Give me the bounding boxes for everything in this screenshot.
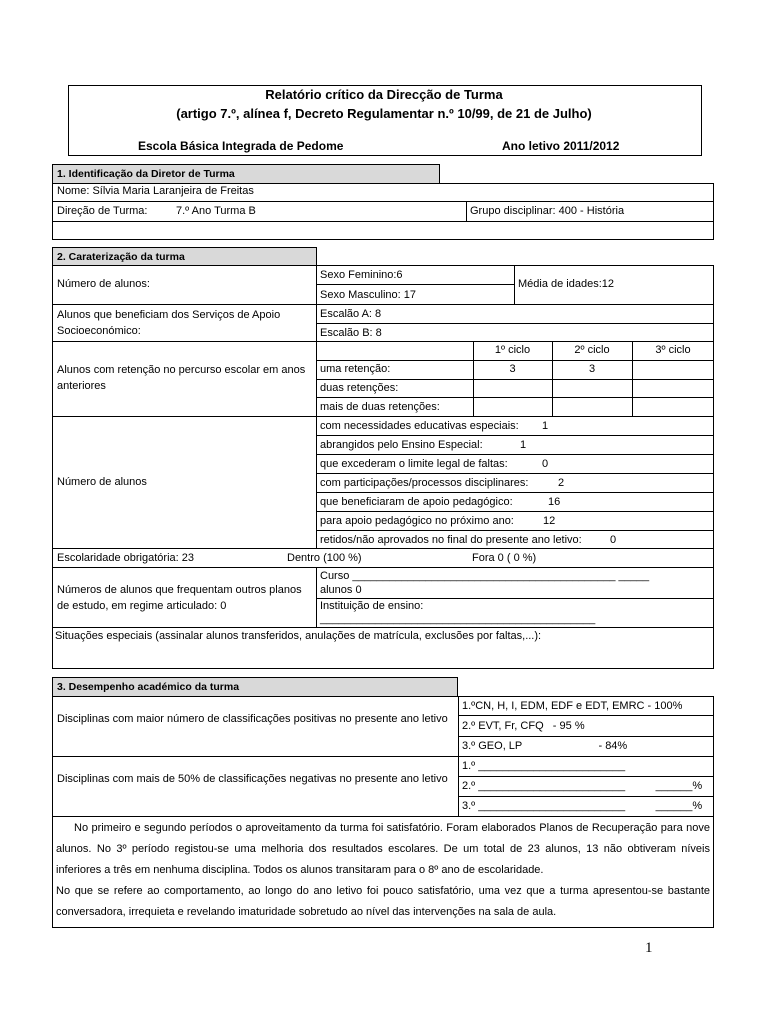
report-title: Relatório crítico da Direcção de Turma <box>265 87 503 102</box>
nee-value: 12 <box>543 515 556 527</box>
numero-alunos-label: Número de alunos <box>57 476 147 488</box>
positiva-item: 1.ºCN, H, I, EDM, EDF e EDT, EMRC - 100% <box>462 700 683 712</box>
positivas-label: Disciplinas com maior número de classificações positivas no presente ano letivo <box>57 713 448 725</box>
nee-value: 1 <box>542 420 549 432</box>
instituicao-line: _____________________________________________ <box>320 613 596 625</box>
assessment-paragraph-2: No que se refere ao comportamento, ao longo do ano letivo foi pouco satisfatório, uma vez que a turma apresentou-se bastante conversadora, irrequieta e revelando imaturidade sobretudo ao nível das intervenções na sala de aula. <box>56 885 710 918</box>
negativa-item: 3.º ________________________ ______% <box>462 800 703 812</box>
nee-value: 16 <box>548 496 561 508</box>
ciclo-3-header: 3º ciclo <box>655 344 691 356</box>
ret-row-c1: 3 <box>509 363 516 375</box>
nee-label: que beneficiaram de apoio pedagógico: <box>320 496 513 508</box>
negativa-item: 1.º ________________________ <box>462 760 626 772</box>
nee-label: abrangidos pelo Ensino Especial: <box>320 439 483 451</box>
section-1-title: 1. Identificação da Diretor de Turma <box>52 164 440 184</box>
report-subtitle: (artigo 7.º, alínea f, Decreto Regulamentar n.º 10/99, de 21 de Julho) <box>176 106 592 121</box>
director-name: Nome: Sílvia Maria Laranjeira de Freitas <box>57 185 254 197</box>
discipline-group: Grupo disciplinar: 400 - História <box>470 205 625 217</box>
negativa-item: 2.º ________________________ ______% <box>462 780 703 792</box>
ret-row-label: duas retenções: <box>320 382 399 394</box>
nee-value: 2 <box>558 477 565 489</box>
school-name: Escola Básica Integrada de Pedome <box>138 139 344 153</box>
curso-line: Curso ___________________________________________ _____ <box>320 570 650 582</box>
num-alunos-label: Número de alunos: <box>57 278 150 290</box>
class-direction-value: 7.º Ano Turma B <box>176 205 256 217</box>
nee-value: 0 <box>542 458 549 470</box>
section-2-title: 2. Caraterização da turma <box>52 247 317 266</box>
ciclo-1-header: 1º ciclo <box>494 344 531 356</box>
school-year: Ano letivo 2011/2012 <box>502 139 620 153</box>
nee-value: 1 <box>520 439 527 451</box>
curso-alunos: alunos 0 <box>320 584 362 596</box>
instituicao-label: Instituição de ensino: <box>320 600 424 612</box>
apoio-label: Alunos que beneficiam dos Serviços de Apoio Socioeconómico: <box>57 309 281 337</box>
escolaridade: Escolaridade obrigatória: 23 <box>57 552 194 564</box>
male-count: Sexo Masculino: 17 <box>320 289 416 301</box>
nee-label: que excederam o limite legal de faltas: <box>320 458 508 470</box>
section-3-title: 3. Desempenho académico da turma <box>52 677 458 697</box>
average-age: Média de idades:12 <box>518 278 615 290</box>
ret-row-label: mais de duas retenções: <box>320 401 440 413</box>
assessment-paragraph-1: No primeiro e segundo períodos o aproveitamento da turma foi satisfatório. Foram elaborados Planos de Recuperação para nove alunos. No 3º período registou-se uma melhoria dos resultados escolares. De um total de 23 alunos, 13 não obtiveram níveis inferiores a três em nenhuma disciplina. Todos os alunos transitaram para o 8º ano de escolaridade. <box>56 822 710 876</box>
positiva-item: 3.º GEO, LP - 84% <box>462 740 628 752</box>
ret-row-label: uma retenção: <box>320 363 391 375</box>
escalao-a: Escalão A: 8 <box>320 308 382 320</box>
negativas-label: Disciplinas com mais de 50% de classificações negativas no presente ano letivo <box>57 773 448 785</box>
nee-label: com participações/processos disciplinares: <box>320 477 529 489</box>
nee-label: para apoio pedagógico no próximo ano: <box>320 515 514 527</box>
page-number: 1 <box>645 940 653 956</box>
class-direction-label: Direção de Turma: <box>57 205 148 217</box>
escalao-b: Escalão B: 8 <box>320 327 382 339</box>
positiva-item: 2.º EVT, Fr, CFQ - 95 % <box>462 720 585 732</box>
nee-label: retidos/não aprovados no final do presente ano letivo: <box>320 534 582 546</box>
fora: Fora 0 ( 0 %) <box>472 552 537 564</box>
nee-value: 0 <box>610 534 617 546</box>
ciclo-2-header: 2º ciclo <box>574 344 610 356</box>
outros-planos-label: Números de alunos que frequentam outros planos de estudo, em regime articulado: 0 <box>57 584 302 612</box>
nee-label: com necessidades educativas especiais: <box>320 420 519 432</box>
female-count: Sexo Feminino:6 <box>320 269 403 281</box>
retention-label: Alunos com retenção no percurso escolar em anos anteriores <box>57 364 306 392</box>
dentro: Dentro (100 %) <box>287 552 362 564</box>
ret-row-c2: 3 <box>588 363 596 375</box>
situacoes-especiais: Situações especiais (assinalar alunos transferidos, anulações de matrícula, exclusões por faltas,...): <box>55 630 542 642</box>
